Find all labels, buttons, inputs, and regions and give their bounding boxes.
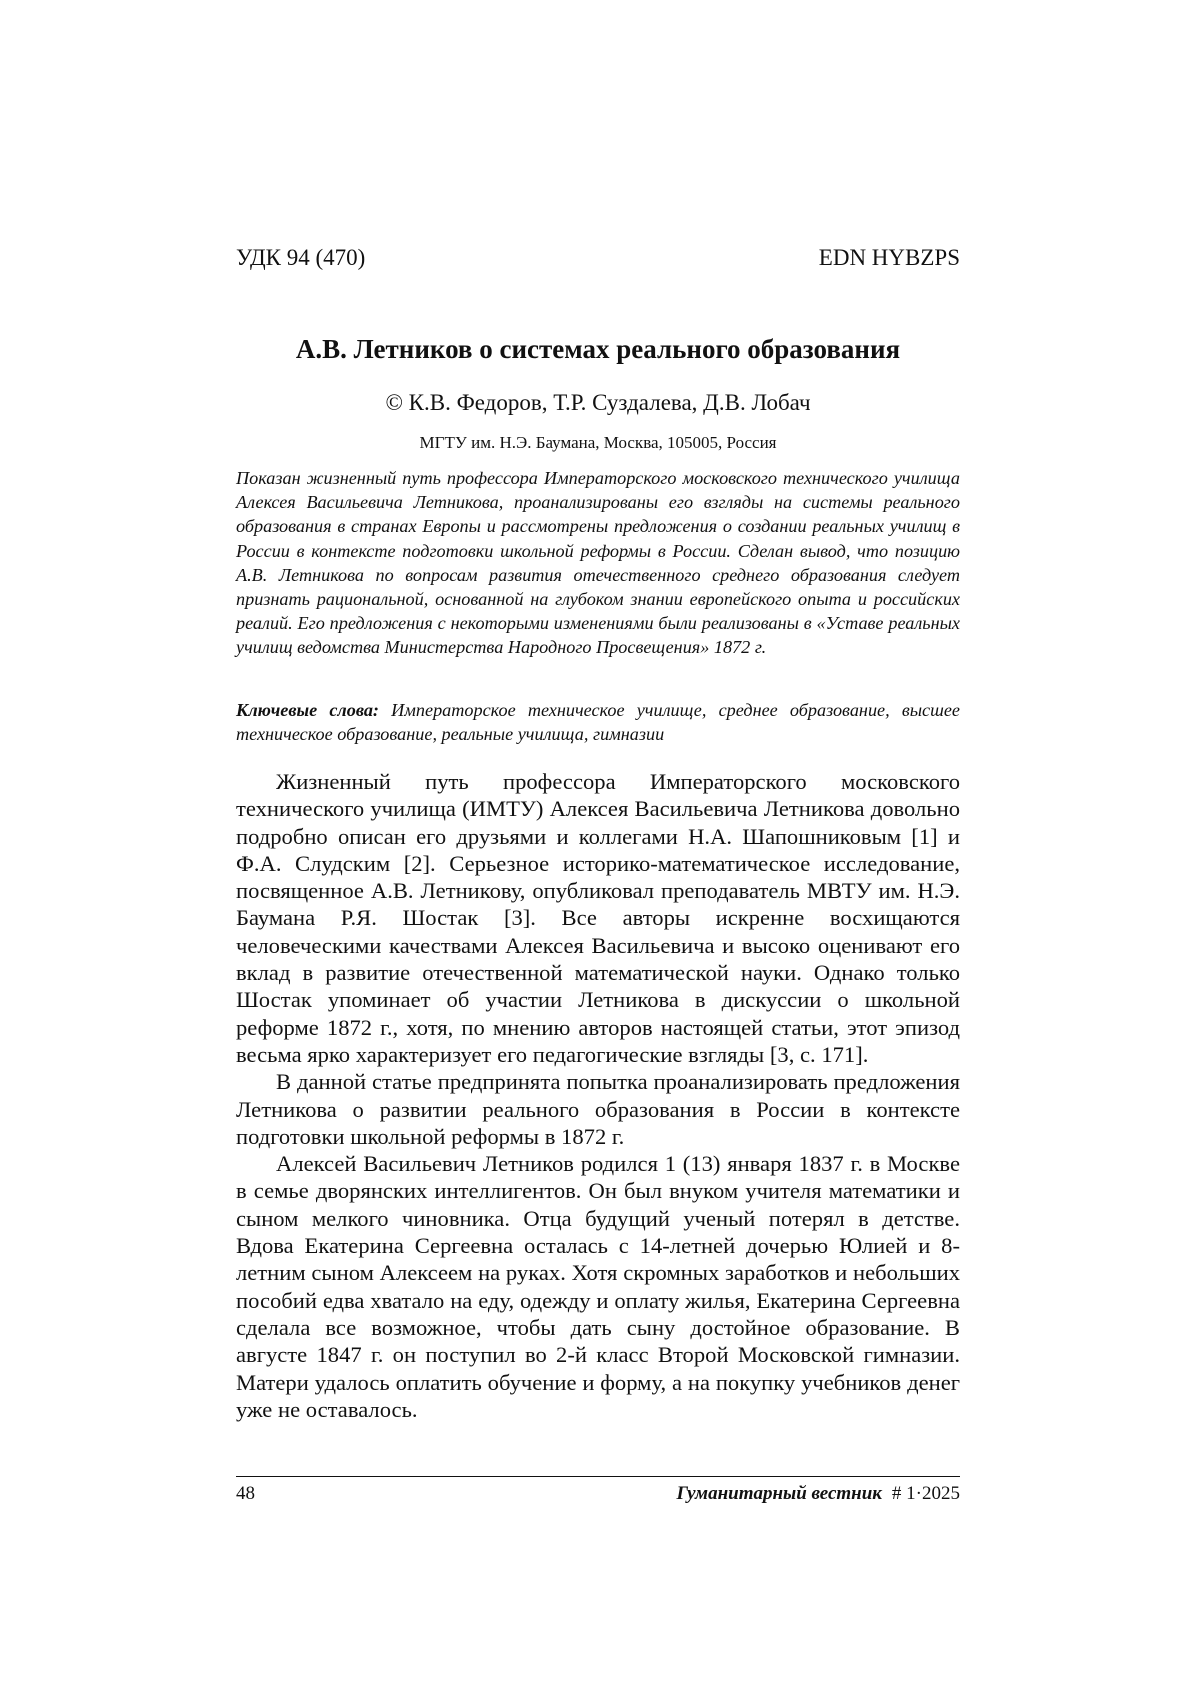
udk-code: УДК 94 (470) bbox=[236, 245, 366, 270]
body-paragraph: Алексей Васильевич Летников родился 1 (13) января 1837 г. в Москве в семье дворянских интеллигентов. Он был внуком учителя математики и сыном мелкого чиновника. Отца будущий ученый потерял в детстве. Вдова Екатерина Сергеевна осталась с 14-летней дочерью Юлией и 8-летним сыном Алексеем на руках. Хотя скромных заработков и небольших пособий едва хватало на еду, одежду и оплату жилья, Екатерина Сергеевна сделала все возможное, чтобы дать сыну достойное образование. В августе 1847 г. он поступил во 2-й класс Второй Московской гимназии. Матери удалось оплатить обучение и форму, а на покупку учебников денег уже не оставалось. bbox=[236, 1151, 960, 1422]
journal-name: Гуманитарный вестник bbox=[676, 1483, 882, 1504]
journal-info bbox=[676, 1482, 960, 1506]
edn-code: EDN HYBZPS bbox=[818, 245, 960, 270]
author-list: © К.В. Федоров, Т.Р. Суздалева, Д.В. Лобач bbox=[385, 390, 811, 415]
body-paragraph: Жизненный путь профессора Императорского московского технического училища (ИМТУ) Алексея Васильевича Летникова довольно подробно описан его друзьями и коллегами Н.А. Шапошниковым [1] и Ф.А. Слудским [2]. Серьезное историко-математическое исследование, посвященное А.В. Летникову, опубликовал преподаватель МВТУ им. Н.Э. Баумана Р.Я. Шостак [3]. Все авторы искренне восхищаются человеческими качествами Алексея Васильевича и высоко оценивают его вклад в развитие отечественной математической науки. Однако только Шостак упоминает об участии Летникова в дискуссии о школьной реформе 1872 г., хотя, по мнению авторов настоящей статьи, этот эпизод весьма ярко характеризует его педагогические взгляды [3, с. 171]. bbox=[236, 769, 960, 1067]
keywords-label: Ключевые слова: bbox=[236, 700, 379, 720]
body-paragraph: В данной статье предпринята попытка проанализировать предложения Летникова о развитии реального образования в России в контексте подготовки школьной реформы в 1872 г. bbox=[236, 1069, 960, 1149]
page-number: 48 bbox=[236, 1483, 255, 1504]
article-title: А.В. Летников о системах реального образования bbox=[295, 334, 901, 364]
header-row bbox=[236, 244, 960, 272]
abstract: Показан жизненный путь профессора Императорского московского технического училища Алексея Васильевича Летникова, проанализированы его взгляды на системы реального образования в странах Европы и рассмотрены предложения о создании реальных училищ в России в контексте подготовки школьной реформы в России. Сделан вывод, что позицию А.В. Летникова по вопросам развития отечественного среднего образования следует признать рациональной, основанной на глубоком знании европейского опыта и российских реалий. Его предложения с некоторыми изменениями были реализованы в «Уставе реальных училищ ведомства Министерства Народного Просвещения» 1872 г. bbox=[236, 468, 960, 658]
footer-divider bbox=[236, 1476, 960, 1477]
keywords bbox=[236, 698, 960, 746]
affiliation: МГТУ им. Н.Э. Баумана, Москва, 105005, Россия bbox=[419, 433, 777, 452]
issue-number: # 1·2025 bbox=[891, 1483, 960, 1504]
keywords-text: Императорское техническое училище, среднее образование, высшее техническое образование, реальные училища, гимназии bbox=[236, 700, 960, 745]
page-footer bbox=[236, 1482, 960, 1506]
article-body bbox=[236, 768, 960, 1423]
